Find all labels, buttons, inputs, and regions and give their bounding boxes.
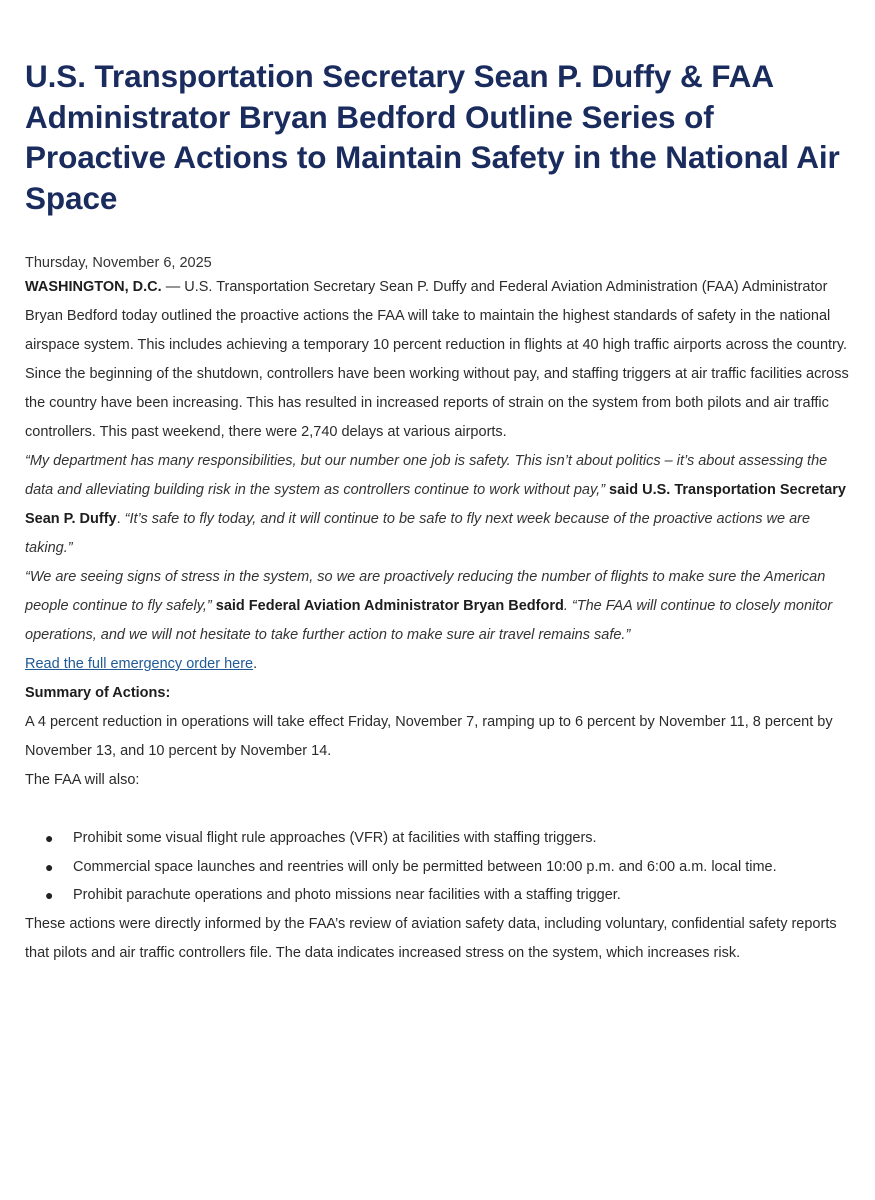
bullet-icon: ● — [45, 858, 54, 875]
list-item-text: Commercial space launches and reentries will only be permitted between 10:00 p.m. and 6:00 a.m. local time. — [73, 858, 777, 875]
emergency-order-link[interactable]: Read the full emergency order here — [25, 656, 254, 672]
summary-heading-text: Summary of Actions: — [25, 685, 171, 701]
bullet-icon: ● — [45, 887, 54, 903]
summary-heading — [25, 679, 851, 708]
bullet-icon: ● — [45, 830, 54, 846]
bedford-separator: . — [563, 598, 572, 614]
bedford-quote-paragraph — [25, 563, 851, 650]
publish-date: Thursday, November 6, 2025 — [25, 255, 212, 271]
duffy-separator: . — [116, 511, 125, 527]
shutdown-paragraph: Since the beginning of the shutdown, controllers have been working without pay, and staffing triggers at air traffic facilities across the country have been increasing. This has resulted in increased reports of strain on the system from both pilots and air traffic controllers. This past weekend, there were 2,740 delays at various airports. — [25, 366, 849, 440]
list-item-text: Prohibit parachute operations and photo missions near facilities with a staffing trigger. — [73, 887, 621, 903]
actions-list — [25, 824, 851, 910]
bedford-quote-part1: “We are seeing signs of stress in the system, so we are proactively reducing the number of flights to make sure the American people continue to fly safely,” — [25, 569, 826, 614]
bedford-attribution: said Federal Aviation Administrator Bryan Bedford — [211, 598, 564, 614]
list-item-text: Prohibit some visual flight rule approaches (VFR) at facilities with staffing triggers. — [73, 830, 597, 846]
list-item — [45, 853, 851, 882]
page-title: U.S. Transportation Secretary Sean P. Duffy & FAA Administrator Bryan Bedford Outline Series of Proactive Actions to Maintain Safety in the National Air Space — [25, 58, 840, 216]
reduction-paragraph: A 4 percent reduction in operations will take effect Friday, November 7, ramping up to 6 percent by November 11, 8 percent by November 13, and 10 percent by November 14. — [25, 714, 833, 759]
duffy-attribution: said U.S. Transportation Secretary Sean P. Duffy — [25, 482, 846, 527]
duffy-quote-part1: “My department has many responsibilities, but our number one job is safety. This isn’t about politics – it’s about assessing the data and alleviating building risk in the system as controllers continue to work without pay,” — [25, 453, 828, 498]
dateline: WASHINGTON, D.C. — [25, 279, 162, 295]
closing-paragraph: These actions were directly informed by the FAA’s review of aviation safety data, including voluntary, confidential safety reports that pilots and air traffic controllers file. The data indicates increased stress on the system, which increases risk. — [25, 915, 837, 961]
bedford-quote-part2: “The FAA will continue to closely monitor operations, and we will not hesitate to take further action to make sure air travel remains safe.” — [25, 598, 833, 643]
list-item — [45, 881, 851, 910]
order-link-paragraph — [25, 650, 851, 679]
order-link-trailing: . — [253, 656, 258, 672]
intro-paragraph — [25, 273, 851, 360]
duffy-quote-paragraph — [25, 447, 851, 563]
also-intro: The FAA will also: — [25, 772, 140, 788]
duffy-quote-part2: “It’s safe to fly today, and it will continue to be safe to fly next week because of the proactive actions we are taking.” — [25, 511, 811, 556]
list-item — [45, 824, 851, 853]
intro-text: — U.S. Transportation Secretary Sean P. Duffy and Federal Aviation Administration (FAA) Administrator Bryan Bedford today outlined the proactive actions the FAA will take to maintain the highest standards of safety in the national airspace system. This includes achieving a temporary 10 percent reduction in flights at 40 high traffic airports across the country. — [25, 279, 848, 353]
